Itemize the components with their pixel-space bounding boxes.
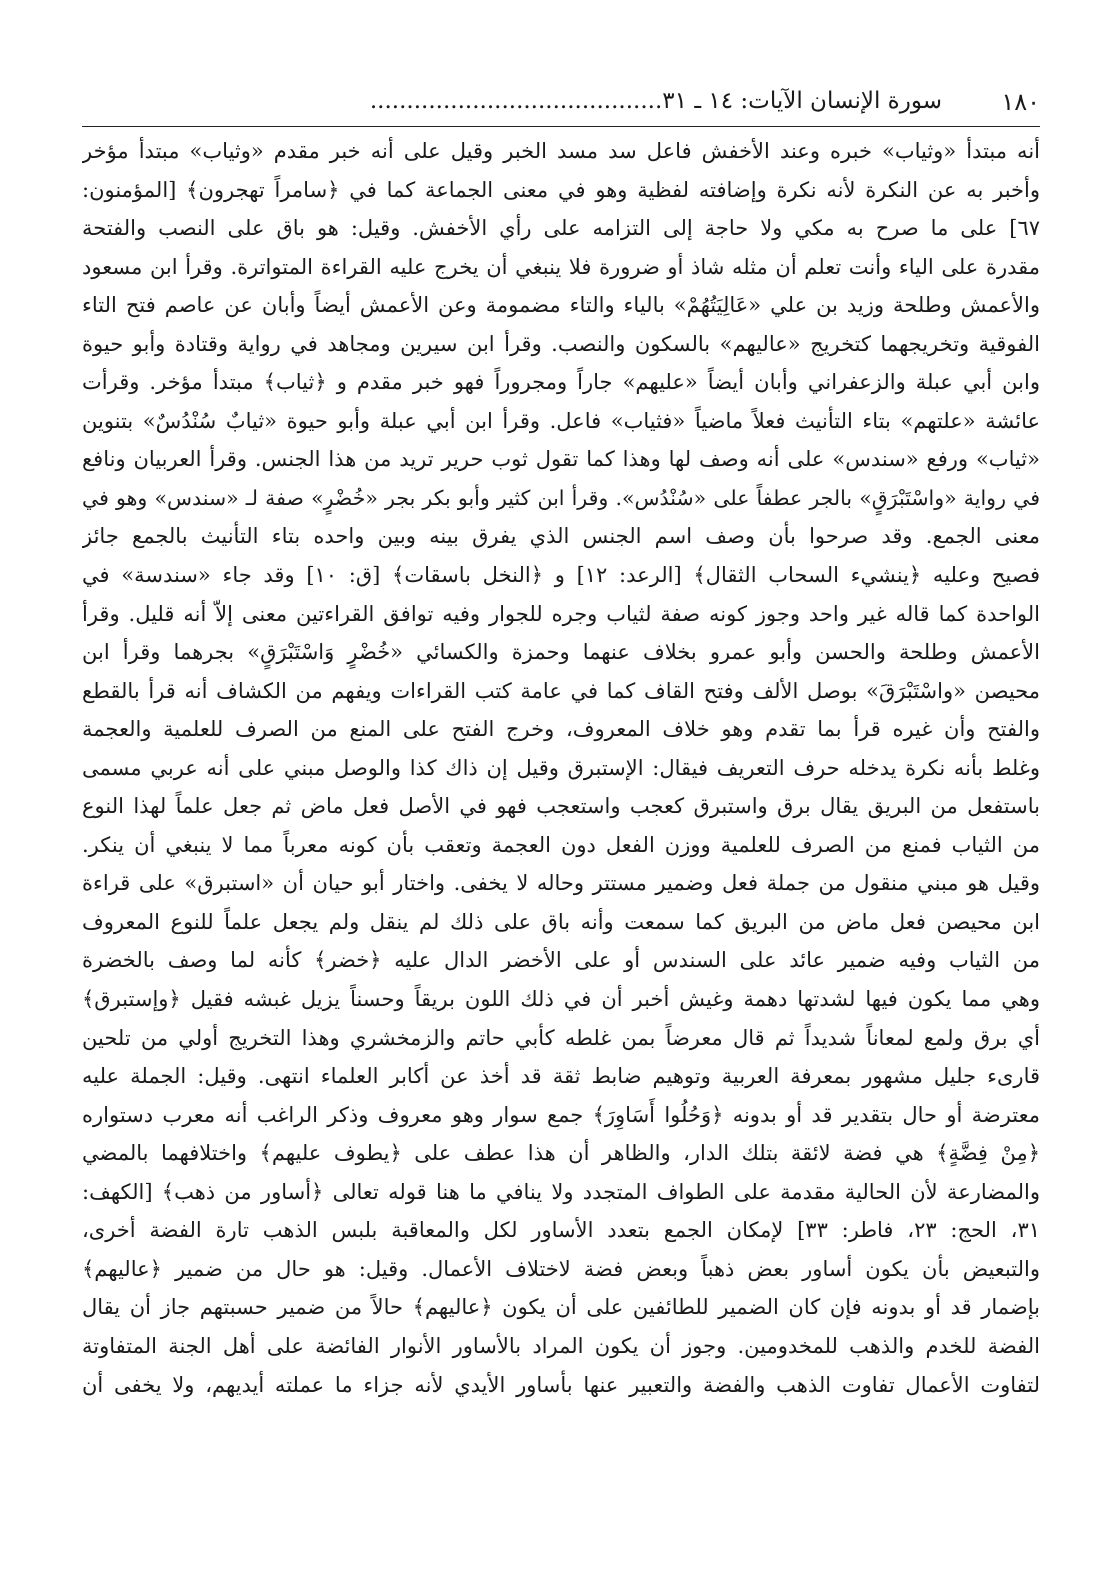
- text-line: والتبعيض بأن يكون أساور بعض ذهباً وبعض فضة لاختلاف الأعمال. وقيل: هو حال من ضمير ﴿عاليهم﴾: [82, 1256, 1040, 1281]
- text-line: ٦٧] على ما صرح به مكي ولا حاجة إلى التزامه على رأي الأخفش. وقيل: هو باق على النصب والفتحة: [82, 216, 1040, 241]
- text-line: ﴿مِنْ فِضَّةٍ﴾ هي فضة لائقة بتلك الدار، والظاهر أن هذا عطف على ﴿يطوف عليهم﴾ واختلافهما بالمضي: [82, 1141, 1040, 1166]
- text-line: ٣١، الحج: ٢٣، فاطر: ٣٣] لإمكان الجمع بتعدد الأساور لكل والمعاقبة بلبس الذهب تارة الفضة أخرى،: [82, 1218, 1040, 1243]
- text-line: وهي مما يكون فيها لشدتها دهمة وغيش أخبر أن في ذلك اللون بريقاً وحسناً يزيل غبشه فقيل ﴿وإستبرق﴾: [82, 987, 1040, 1012]
- running-title-text: سورة الإنسان الآيات: ١٤ ـ ٣١: [662, 88, 942, 114]
- text-line: أنه مبتدأ «وثياب» خبره وعند الأخفش فاعل سد مسد الخبر وقيل على أنه خبر مقدم «وثياب» مبتدأ مؤخر: [82, 139, 1040, 163]
- text-line: أي برق ولمع لمعاناً شديداً ثم قال معرضاً بمن غلطه كأبي حاتم والزمخشري وهذا التخريج أولي من تلحين: [82, 1025, 1040, 1050]
- text-line: بإضمار قد أو بدونه فإن كان الضمير للطائفين على أن يكون ﴿عاليهم﴾ حالاً من ضمير حسبتهم جاز أن يقال: [82, 1295, 1040, 1320]
- text-line: الفوقية وتخريجهما كتخريج «عاليهم» بالسكون والنصب. وقرأ ابن سيرين ومجاهد في رواية وقتادة وأبو حيوة: [82, 331, 1040, 356]
- text-line: فصيح وعليه ﴿ينشيء السحاب الثقال﴾ [الرعد: ١٢] و ﴿النخل باسقات﴾ [ق: ١٠] وقد جاء «سندسة» في: [82, 563, 1040, 588]
- text-line: محيصن «واسْتَبْرَقَ» بوصل الألف وفتح القاف كما في عامة كتب القراءات ويفهم من الكشاف أنه قرأ بالقطع: [82, 678, 1040, 703]
- text-line: وغلط بأنه نكرة يدخله حرف التعريف فيقال: الإستبرق وقيل إن ذاك كذا والوصل مبني على أنه عربي مسمى: [82, 755, 1040, 780]
- page-number: ١٨٠: [1001, 88, 1040, 116]
- text-line: قارىء جليل مشهور بمعرفة العربية وتوهيم ضابط ثقة قد أخذ عن أكابر العلماء انتهى. وقيل: الجملة عليه: [82, 1064, 1040, 1089]
- text-line: والأعمش وطلحة وزيد بن علي «عَالِيَتُهُمْ» بالياء والتاء مضمومة وعن الأعمش أيضاً وأبان عن عاصم فتح التاء: [82, 293, 1040, 318]
- text-line: الواحدة كما قاله غير واحد وجوز كونه صفة لثياب وجره للجوار وفيه توافق القراءتين معنى إلاّ أنه قليل. وقرأ: [82, 601, 1040, 626]
- text-line: في رواية «واسْتَبْرَقٍ» بالجر عطفاً على «سُنْدُس». وقرأ ابن كثير وأبو بكر بجر «خُضْرٍ» صفة لـ «سندس» وهو في: [82, 485, 1040, 510]
- text-line: من الثياب فمنع من الصرف للعلمية ووزن الفعل دون العجمة وتعقب بأن كونه معرباً مما لا ينبغي أن ينكر.: [82, 832, 1040, 857]
- text-line: معترضة أو حال بتقدير قد أو بدونه ﴿وَحُلُوا أَسَاوِرَ﴾ جمع سوار وهو معروف وذكر الراغب أنه معرب دستواره: [82, 1102, 1040, 1127]
- running-title-leader: ........................................: [369, 88, 663, 114]
- text-line: مقدرة على الياء وأنت تعلم أن مثله شاذ أو ضرورة فلا ينبغي أن يخرج عليه القراءة المتواترة. وقرأ ابن مسعود: [82, 254, 1040, 279]
- text-line: الفضة للخدم والذهب للمخدومين. وجوز أن يكون المراد بالأساور الأنوار الفائضة على أهل الجنة المتفاوتة: [82, 1333, 1040, 1358]
- text-line: عائشة «علتهم» بتاء التأنيث فعلاً ماضياً «فثياب» فاعل. وقرأ ابن أبي عبلة وأبو حيوة «ثيابٌ سُنْدُسٌ» بتنوين: [82, 408, 1040, 433]
- text-line: والفتح وأن غيره قرأ بما تقدم وهو خلاف المعروف، وخرج الفتح على المنع من الصرف للعلمية والعجمة: [82, 717, 1040, 742]
- text-line: معنى الجمع. وقد صرحوا بأن وصف اسم الجنس الذي يفرق بينه وبين واحده بتاء التأنيث بالجمع جائز: [82, 524, 1040, 549]
- text-line: وقيل هو مبني منقول من جملة فعل وضمير مستتر وحاله لا يخفى. واختار أبو حيان أن «استبرق» على قراءة: [82, 871, 1040, 896]
- text-line: لتفاوت الأعمال تفاوت الذهب والفضة والتعبير عنها بأساور الأيدي لأنه جزاء ما عملته أيديهم، ولا يخفى أن: [82, 1372, 1040, 1397]
- text-line: ابن محيصن فعل ماض من البريق كما سمعت وأنه باق على ذلك لم ينقل ولم يجعل علماً للنوع المعروف: [82, 909, 1040, 934]
- body-text: [82, 132, 1040, 1443]
- text-line: والمضارعة لأن الحالية مقدمة على الطواف المتجدد ولا ينافي ما هنا قوله تعالى ﴿أساور من ذهب﴾ [الكهف:: [82, 1179, 1040, 1204]
- text-line: [82, 1404, 1040, 1443]
- text-line: باستفعل من البريق يقال برق واستبرق كعجب واستعجب فهو في الأصل فعل ماض ثم جعل علماً لهذا النوع: [82, 794, 1040, 819]
- text-line: وابن أبي عبلة والزعفراني وأبان أيضاً «عليهم» جاراً ومجروراً فهو خبر مقدم و ﴿ثياب﴾ مبتدأ مؤخر. وقرأت: [82, 370, 1040, 395]
- text-line: من الثياب وفيه ضمير عائد على السندس أو على الأخضر الدال عليه ﴿خضر﴾ كأنه لما وصف بالخضرة: [82, 948, 1040, 973]
- text-line: الأعمش وطلحة والحسن وأبو عمرو بخلاف عنهما وحمزة والكسائي «خُضْرٍ وَاسْتَبْرَقٍ» بجرهما وقرأ ابن: [82, 640, 1040, 665]
- header-rule: [82, 126, 1040, 127]
- page-header: [82, 88, 1040, 124]
- running-title: [82, 88, 942, 114]
- text-line: وأخبر به عن النكرة لأنه نكرة وإضافته لفظية وهو في معنى الجماعة كما في ﴿سامراً تهجرون﴾ [المؤمنون:: [82, 177, 1040, 202]
- text-line: «ثياب» ورفع «سندس» على أنه وصف لها وهذا كما تقول ثوب حرير تريد من هذا الجنس. وقرأ العربيان ونافع: [82, 447, 1040, 472]
